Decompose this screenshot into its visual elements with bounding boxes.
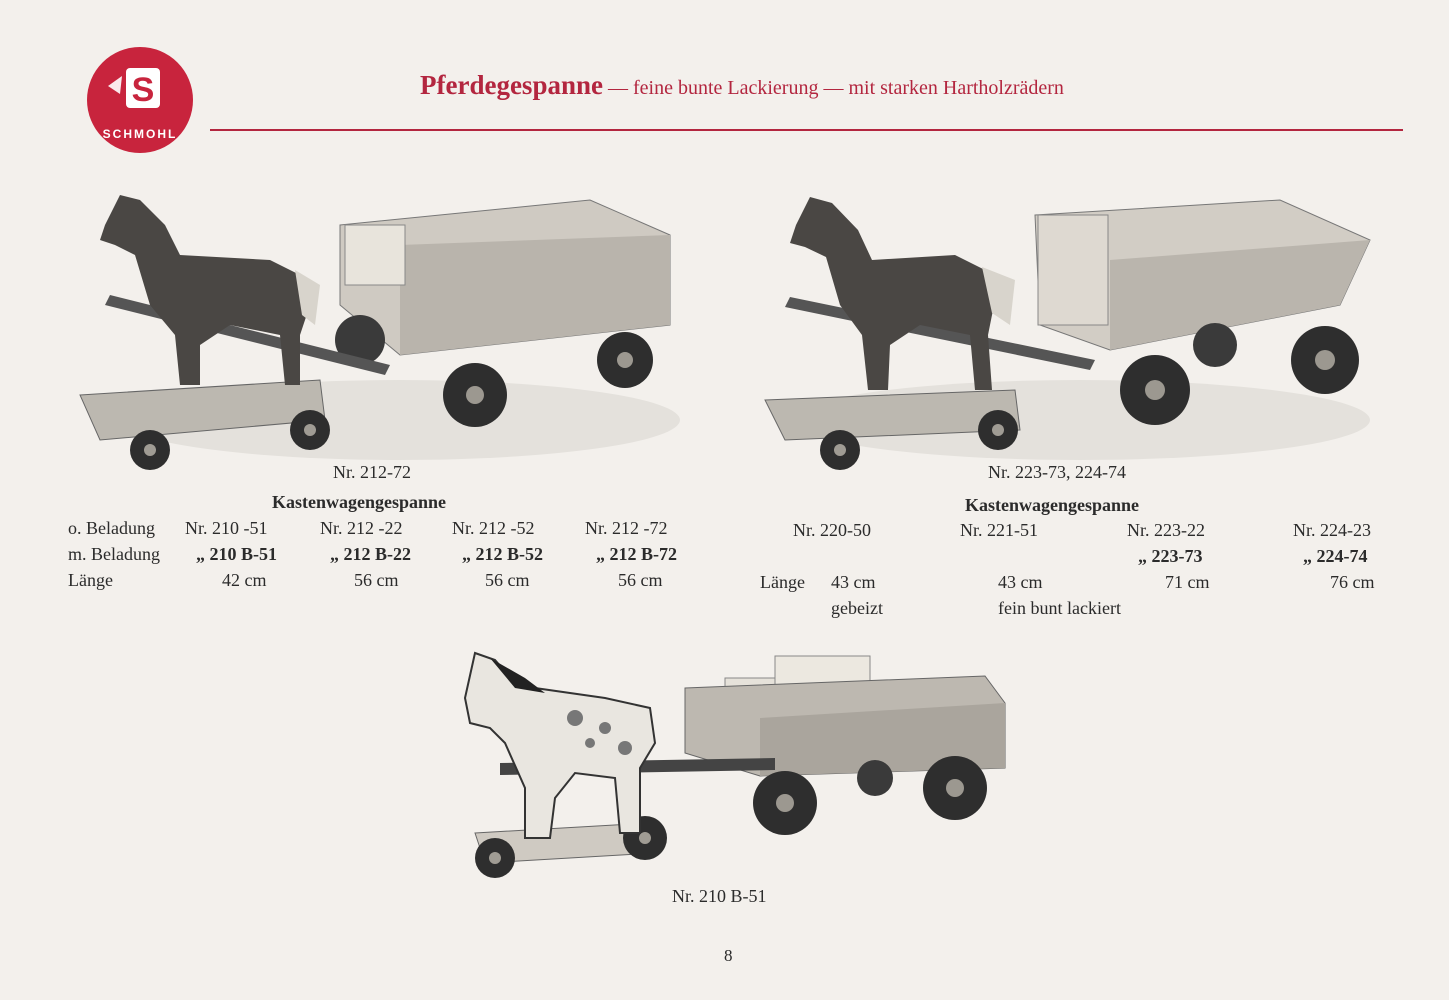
right-row3-col4: 76 cm [1330, 572, 1375, 592]
right-row2-col3: „ 223-73 [1138, 546, 1203, 566]
right-row1-col4: Nr. 224-23 [1293, 520, 1371, 540]
title-rest: — feine bunte Lackierung — mit starken Hartholzrädern [607, 77, 1064, 99]
title-bold: Pferdegespanne [420, 70, 603, 100]
right-row3-col2: 43 cm [998, 572, 1043, 592]
left-row1-col3: Nr. 212 -52 [452, 518, 535, 538]
right-row1-col3: Nr. 223-22 [1127, 520, 1205, 540]
header-rule [210, 129, 1403, 131]
schmohl-logo [86, 46, 194, 154]
right-row3-col1: 43 cm [831, 572, 876, 592]
left-row3-col2: 56 cm [354, 570, 399, 590]
left-row3-col3: 56 cm [485, 570, 530, 590]
page-number: 8 [724, 946, 733, 965]
left-row2-col4: „ 212 B-72 [596, 544, 677, 564]
left-row2-label: m. Beladung [68, 544, 160, 564]
caption-text: Nr. 212-72 [333, 462, 411, 482]
caption-223-73 [988, 462, 1126, 483]
photo-horse-cart-223-73 [760, 185, 1375, 480]
right-row3-col3: 71 cm [1165, 572, 1210, 592]
left-row3-label: Länge [68, 570, 113, 590]
left-row1-col1: Nr. 210 -51 [185, 518, 268, 538]
right-row1-col2: Nr. 221-51 [960, 520, 1038, 540]
right-row3-label: Länge [760, 572, 805, 592]
left-row1-label: o. Beladung [68, 518, 155, 538]
left-heading: Kastenwagengespanne [272, 492, 447, 512]
svg-text:S: S [131, 71, 155, 109]
caption-212-72 [333, 462, 411, 483]
right-row4-col2: fein bunt lackiert [998, 598, 1121, 618]
right-row1-col1: Nr. 220-50 [793, 520, 871, 540]
svg-text:SCHMOHL: SCHMOHL [102, 127, 178, 141]
caption-210-b-51 [672, 886, 767, 907]
right-row2-col4: „ 224-74 [1303, 546, 1368, 566]
photo-horse-cart-212-72 [70, 185, 680, 475]
left-row3-col4: 56 cm [618, 570, 663, 590]
left-row3-col1: 42 cm [222, 570, 267, 590]
caption-text: Nr. 210 B-51 [672, 886, 767, 906]
photo-horse-cart-210-b-51 [455, 648, 1015, 883]
left-row1-col4: Nr. 212 -72 [585, 518, 668, 538]
page-title [420, 70, 1064, 101]
left-row2-col1: „ 210 B-51 [196, 544, 277, 564]
caption-text: Nr. 223-73, 224-74 [988, 462, 1126, 482]
right-heading: Kastenwagengespanne [965, 495, 1140, 515]
left-row2-col2: „ 212 B-22 [330, 544, 411, 564]
left-row1-col2: Nr. 212 -22 [320, 518, 403, 538]
right-row4-col1: gebeizt [831, 598, 883, 618]
left-row2-col3: „ 212 B-52 [462, 544, 543, 564]
